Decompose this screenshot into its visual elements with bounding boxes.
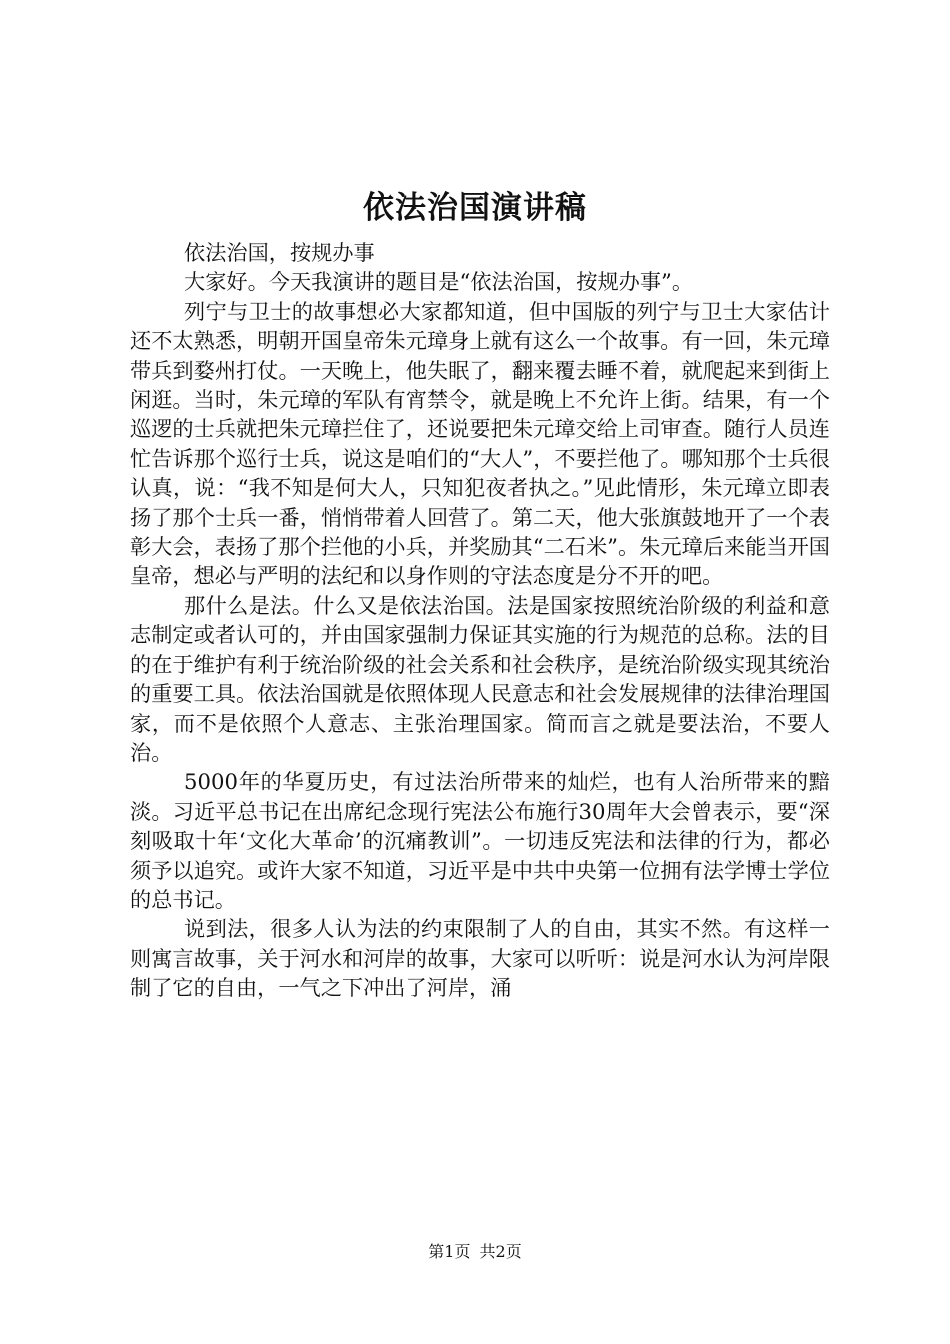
page-footer (0, 1242, 950, 1262)
paragraph-fable: 说到法，很多人认为法的约束限制了人的自由，其实不然。有这样一则寓言故事，关于河水和河岸的故事，大家可以听听：说是河水认为河岸限制了它的自由，一气之下冲出了河岸，涌 (130, 916, 830, 1001)
document-title: 依法治国演讲稿 (363, 190, 587, 226)
paragraph-definition: 那什么是法。什么又是依法治国。法是国家按照统治阶级的利益和意志制定或者认可的，并由国家强制力保证其实施的行为规范的总称。法的目的在于维护有利于统治阶级的社会关系和社会秩序，是统治阶级实现其统治的重要工具。依法治国就是依照体现人民意志和社会发展规律的法律治理国家，而不是依照个人意志、主张治理国家。简而言之就是要法治，不要人治。 (130, 592, 830, 765)
document-body (130, 238, 830, 1003)
paragraph-story: 列宁与卫士的故事想必大家都知道，但中国版的列宁与卫士大家估计还不太熟悉，明朝开国皇帝朱元璋身上就有这么一个故事。有一回，朱元璋带兵到婺州打仗。一天晚上，他失眠了，翻来覆去睡不着，就爬起来到街上闲逛。当时，朱元璋的军队有宵禁令，就是晚上不允许上街。结果，有一个巡逻的士兵就把朱元璋拦住了，还说要把朱元璋交给上司审查。随行人员连忙告诉那个巡行士兵，说这是咱们的“大人”，不要拦他了。哪知那个士兵很认真，说：“我不知是何大人，只知犯夜者执之。”见此情形，朱元璋立即表扬了那个士兵一番，悄悄带着人回营了。第二天，他大张旗鼓地开了一个表彰大会，表扬了那个拦他的小兵，并奖励其“二石米”。朱元璋后来能当开国皇帝，想必与严明的法纪和以身作则的守法态度是分不开的吧。 (130, 298, 830, 589)
page-number-current: 第1页 (428, 1242, 471, 1261)
paragraph-history: 5000年的华夏历史，有过法治所带来的灿烂，也有人治所带来的黯淡。习近平总书记在出席纪念现行宪法公布施行30周年大会曾表示，要“深刻吸取十年‘文化大革命’的沉痛教训”。一切违反宪法和法律的行为，都必须予以追究。或许大家不知道，习近平是中共中央第一位拥有法学博士学位的总书记。 (130, 769, 830, 912)
paragraph-greeting: 大家好。今天我演讲的题目是“依法治国，按规办事”。 (184, 269, 694, 295)
paragraph-subtitle: 依法治国，按规办事 (184, 240, 375, 265)
page-number-total: 共2页 (479, 1242, 522, 1261)
